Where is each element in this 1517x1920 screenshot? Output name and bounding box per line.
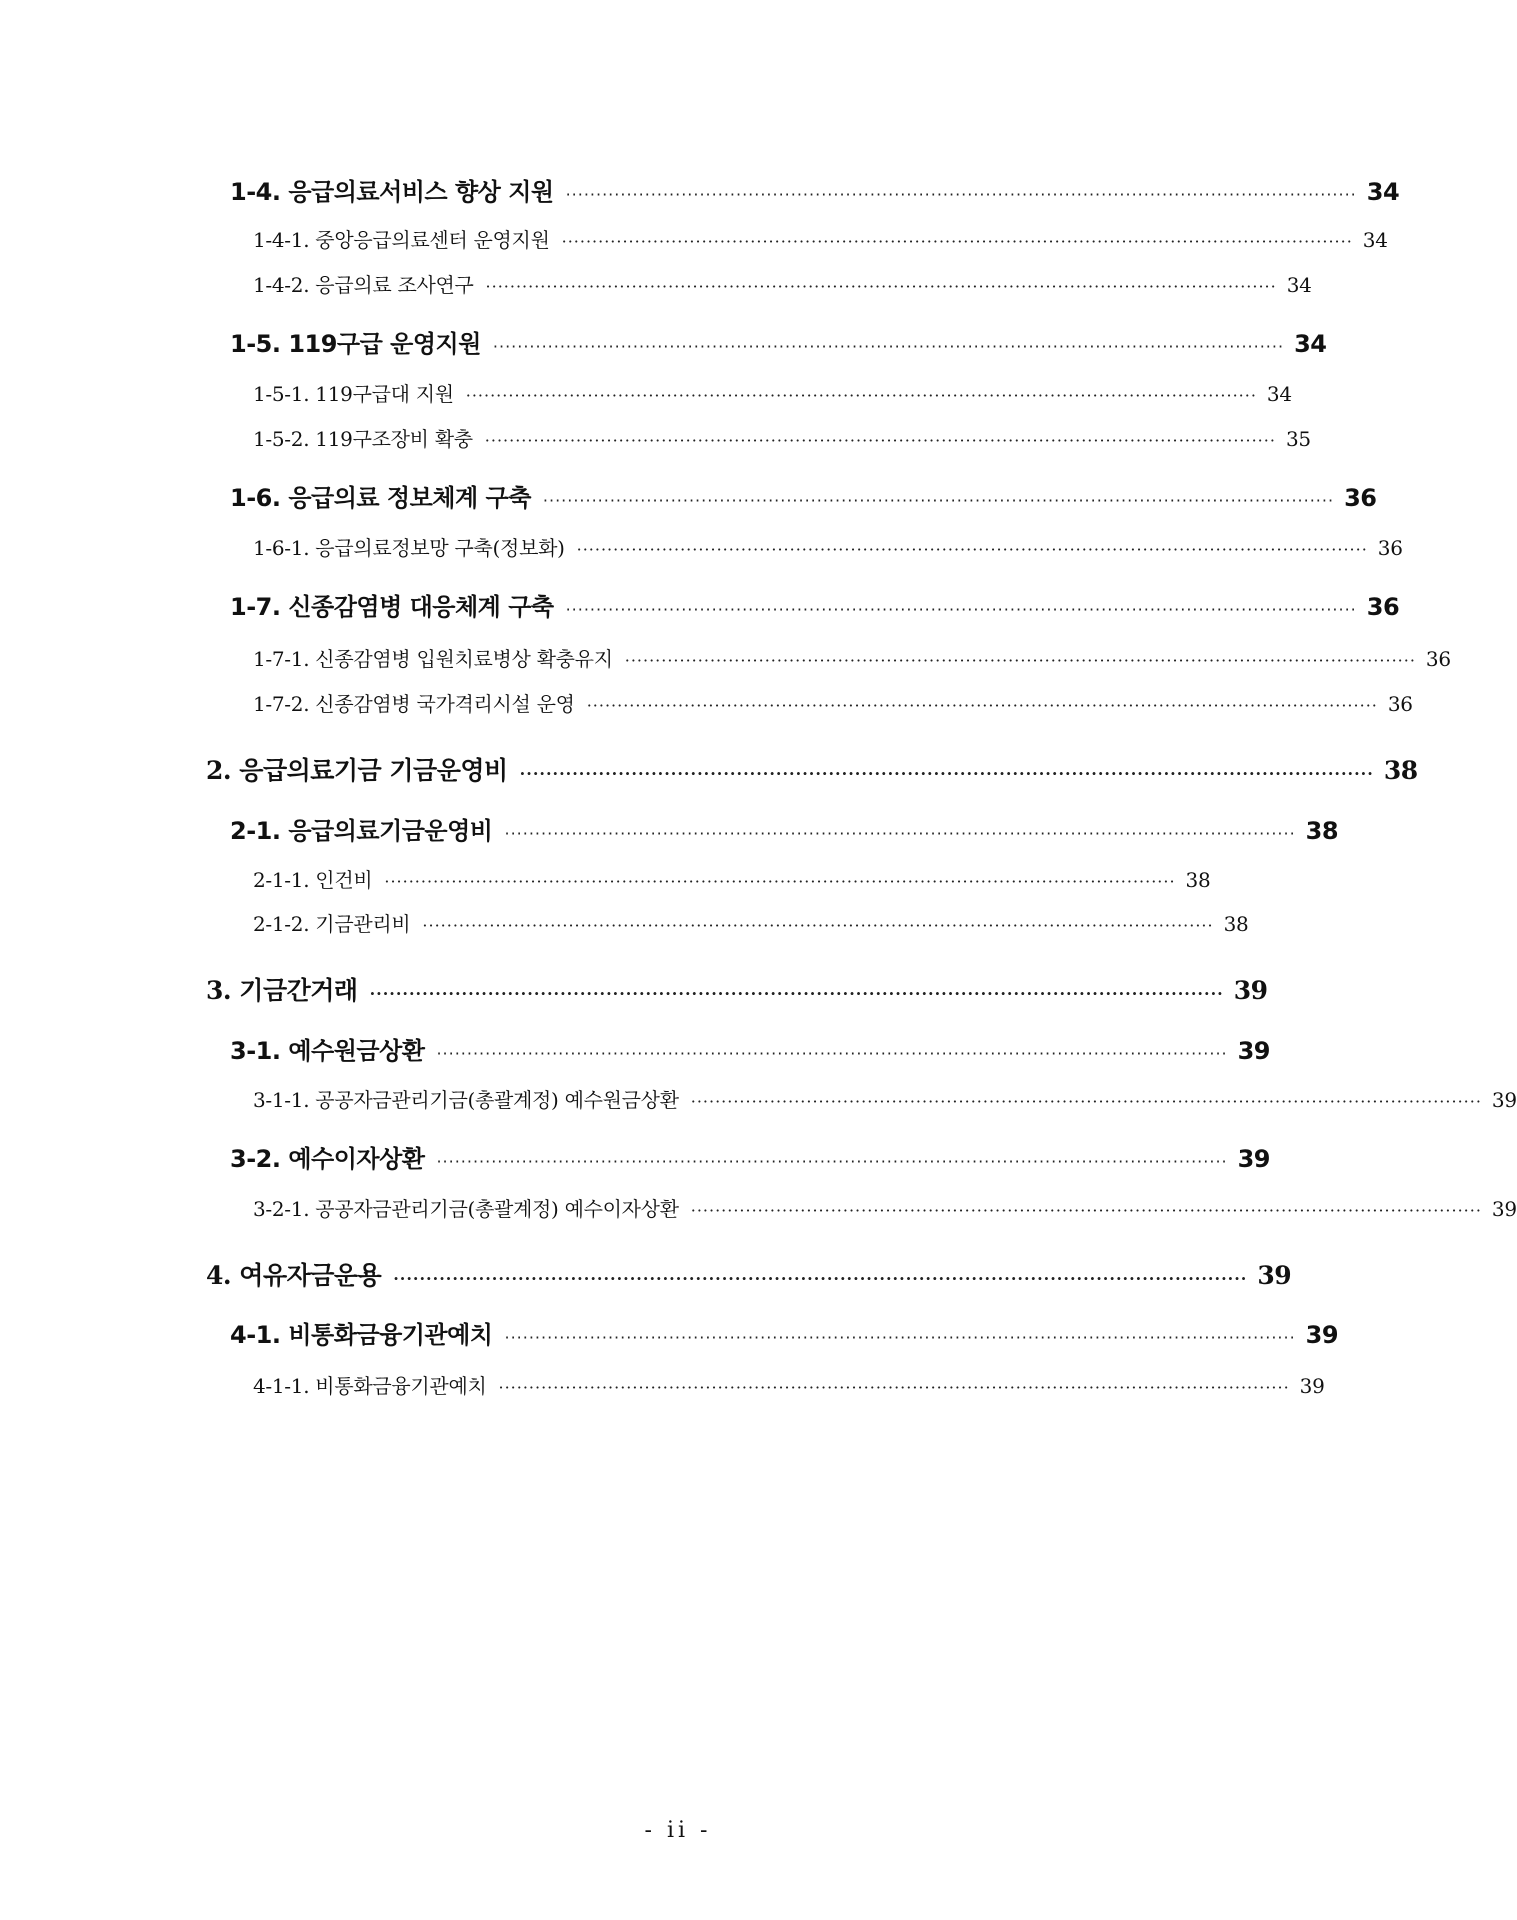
- toc-entry-page: 34: [1266, 382, 1292, 406]
- toc-entry-page: 39: [1305, 1321, 1339, 1349]
- toc-entry-title: 3-1-1. 공공자금관리기금(총괄계정) 예수원금상환: [253, 1088, 679, 1112]
- toc-entry-page: 39: [1233, 976, 1268, 1005]
- toc-entry-title: 3-1. 예수원금상환: [230, 1037, 425, 1065]
- toc-entry: [206, 751, 1418, 787]
- toc-entry-title: 1-4-1. 중앙응급의료센터 운영지원: [253, 228, 550, 252]
- toc-entry: [230, 324, 1327, 359]
- toc-entry: [253, 688, 1413, 717]
- toc-entry: [253, 1370, 1325, 1399]
- toc-entry-page: 38: [1305, 817, 1339, 845]
- toc-entry: [230, 1315, 1339, 1350]
- toc-entry-title: 3-2. 예수이자상환: [230, 1145, 425, 1173]
- toc-entry: [230, 811, 1339, 846]
- toc-entry-title: 3-2-1. 공공자금관리기금(총괄계정) 예수이자상환: [253, 1197, 679, 1221]
- toc-entry: [230, 1139, 1271, 1174]
- toc-entry-title: 1-7-1. 신종감염병 입원치료병상 확충유지: [253, 647, 613, 671]
- toc-entry: [253, 269, 1312, 298]
- toc-leader-dots: ··································································································································: [393, 1269, 1248, 1288]
- toc-entry: [206, 971, 1268, 1007]
- toc-leader-dots: ··································································································································: [436, 1044, 1228, 1063]
- toc-entry-page: 36: [1377, 536, 1403, 560]
- toc-entry-page: 39: [1237, 1145, 1271, 1173]
- toc-leader-dots: ··································································································································: [465, 386, 1257, 405]
- toc-entry-title: 1-7. 신종감염병 대응체계 구축: [230, 593, 554, 621]
- toc-entry: [253, 908, 1249, 937]
- toc-entry: [253, 1084, 1517, 1113]
- toc-leader-dots: ··································································································································: [586, 696, 1378, 715]
- toc-entry: [253, 643, 1451, 672]
- toc-entry-page: 34: [1286, 273, 1312, 297]
- toc-leader-dots: ··································································································································: [565, 600, 1357, 619]
- toc-entry-title: 3. 기금간거래: [206, 976, 358, 1005]
- toc-leader-dots: ··································································································································: [492, 337, 1285, 356]
- toc-leader-dots: ··································································································································: [369, 984, 1224, 1003]
- toc-entry-title: 1-7-2. 신종감염병 국가격리시설 운영: [253, 692, 575, 716]
- toc-entry-title: 2-1-2. 기금관리비: [253, 912, 411, 936]
- toc-entry-page: 38: [1185, 868, 1211, 892]
- toc-entry-title: 1-6-1. 응급의료정보망 구축(정보화): [253, 536, 565, 560]
- toc-entry-page: 36: [1425, 647, 1451, 671]
- toc-leader-dots: ··································································································································: [498, 1378, 1290, 1397]
- toc-entry: [230, 587, 1400, 622]
- toc-entry-page: 39: [1257, 1261, 1292, 1290]
- toc-leader-dots: ··································································································································: [484, 431, 1276, 450]
- toc-entry-page: 38: [1223, 912, 1249, 936]
- toc-entry-title: 1-4-2. 응급의료 조사연구: [253, 273, 474, 297]
- toc-leader-dots: ··································································································································: [384, 872, 1176, 891]
- toc-entry: [230, 478, 1377, 513]
- toc-entry-page: 34: [1362, 228, 1388, 252]
- toc-entry-title: 1-6. 응급의료 정보체계 구축: [230, 484, 531, 512]
- toc-entry-title: 1-5. 119구급 운영지원: [230, 330, 481, 358]
- toc-entry-title: 2-1. 응급의료기금운영비: [230, 817, 493, 845]
- toc-entry: [253, 1193, 1517, 1222]
- toc-entry-title: 4. 여유자금운용: [206, 1261, 382, 1290]
- toc-entry-page: 36: [1344, 484, 1377, 512]
- toc-entry-page: 36: [1387, 692, 1413, 716]
- toc-entry-page: 38: [1383, 756, 1418, 785]
- toc-entry-title: 1-4. 응급의료서비스 향상 지원: [230, 178, 554, 206]
- page-number: - ii -: [644, 1818, 712, 1843]
- toc-leader-dots: ··································································································································: [690, 1092, 1482, 1111]
- toc-leader-dots: ··································································································································: [576, 540, 1368, 559]
- toc-entry-page: 39: [1237, 1037, 1271, 1065]
- toc-entry-page: 34: [1366, 178, 1400, 206]
- toc-entry-page: 39: [1299, 1374, 1325, 1398]
- toc-entry: [253, 532, 1403, 561]
- toc-entry-page: 36: [1366, 593, 1400, 621]
- toc-leader-dots: ··································································································································: [504, 1328, 1296, 1347]
- toc-entry-title: 1-5-2. 119구조장비 확충: [253, 427, 473, 451]
- toc-entry-title: 2-1-1. 인건비: [253, 868, 373, 892]
- toc-leader-dots: ··································································································································: [565, 185, 1357, 204]
- toc-entry: [206, 1256, 1292, 1292]
- toc-entry-title: 1-5-1. 119구급대 지원: [253, 382, 454, 406]
- toc-entry: [253, 378, 1292, 407]
- toc-entry-title: 2. 응급의료기금 기금운영비: [206, 756, 508, 785]
- toc-entry-page: 35: [1285, 427, 1311, 451]
- toc-entry-title: 4-1-1. 비통화금융기관예치: [253, 1374, 487, 1398]
- toc-leader-dots: ··································································································································: [624, 651, 1416, 670]
- toc-leader-dots: ··································································································································: [561, 232, 1353, 251]
- toc-leader-dots: ··································································································································: [690, 1201, 1482, 1220]
- toc-entry: [230, 172, 1400, 207]
- toc-entry: [253, 864, 1211, 893]
- toc-entry: [230, 1031, 1271, 1066]
- toc-entry-page: 34: [1294, 330, 1327, 358]
- toc-leader-dots: ··································································································································: [504, 824, 1296, 843]
- toc-leader-dots: ··································································································································: [436, 1152, 1228, 1171]
- toc-entry: [253, 224, 1388, 253]
- toc-leader-dots: ··································································································································: [485, 277, 1277, 296]
- toc-entry-page: 39: [1491, 1088, 1517, 1112]
- toc-entry: [253, 423, 1311, 452]
- toc-leader-dots: ··································································································································: [542, 491, 1335, 510]
- toc-entry-page: 39: [1491, 1197, 1517, 1221]
- toc-leader-dots: ··································································································································: [519, 764, 1374, 783]
- toc-entry-title: 4-1. 비통화금융기관예치: [230, 1321, 493, 1349]
- toc-leader-dots: ··································································································································: [422, 916, 1214, 935]
